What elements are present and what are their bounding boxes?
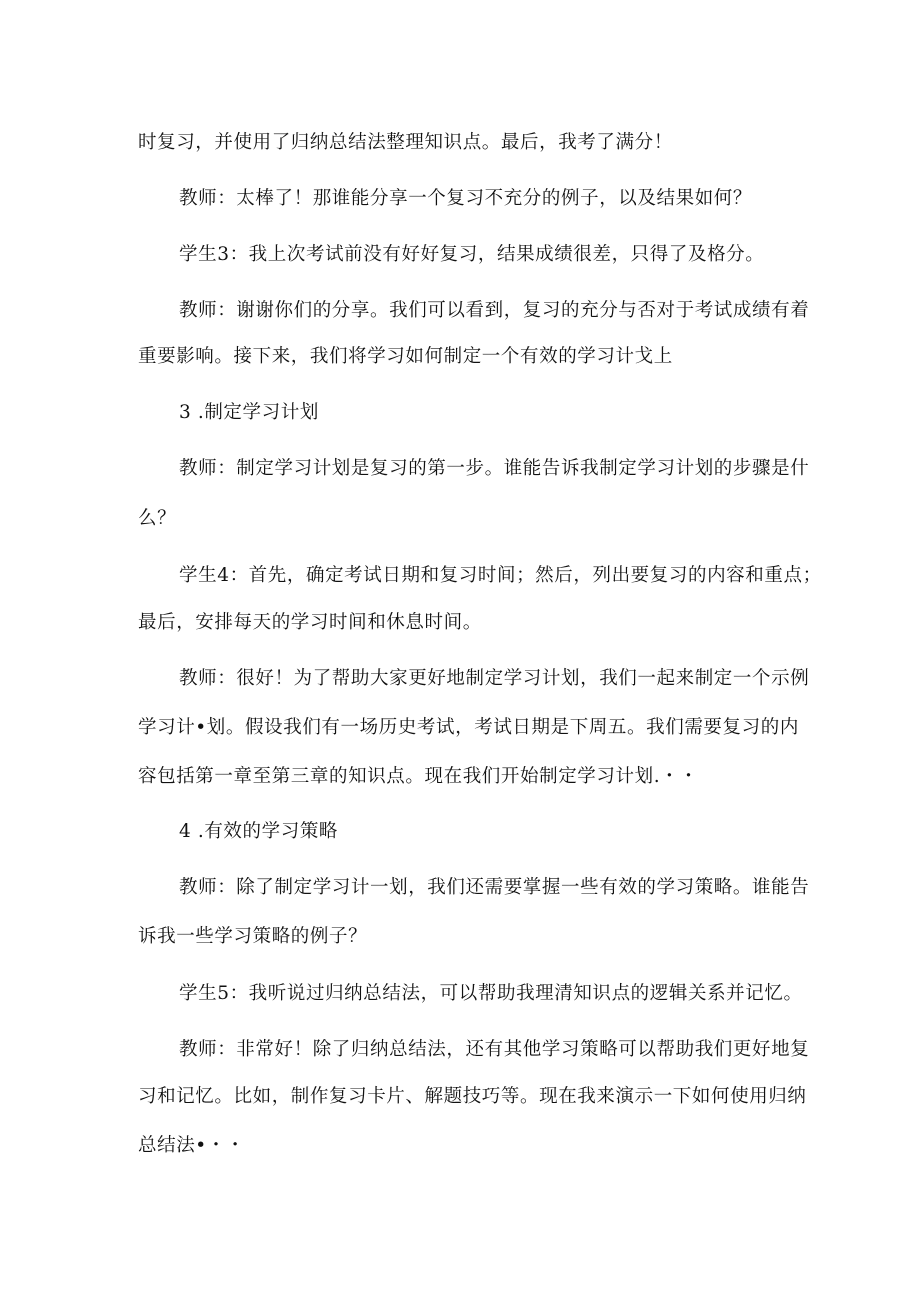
text-line: 诉我一些学习策略的例子？ — [138, 926, 368, 947]
text-line: 教师：除了制定学习计一划，我们还需要掌握一些有效的学习策略。谁能告 — [179, 877, 810, 898]
section-heading: 3 .制定学习计划 — [179, 402, 319, 423]
text-line: 学生3：我上次考试前没有好好复习，结果成绩很差，只得了及格分。 — [179, 244, 765, 265]
text-line: 学习计•划。假设我们有一场历史考试，考试日期是下周五。我们需要复习的内 — [138, 717, 799, 738]
text-line: 教师：太棒了！那谁能分享一个复习不充分的例子，以及结果如何？ — [179, 188, 753, 209]
text-line: 容包括第一章至第三章的知识点。现在我们开始制定学习计划.・・ — [138, 766, 699, 787]
text-line: 么？ — [138, 508, 177, 529]
text-line: 最后，安排每天的学习时间和休息时间。 — [138, 612, 482, 633]
text-line: 教师：谢谢你们的分享。我们可以看到，复习的充分与否对于考试成绩有着 — [179, 300, 810, 321]
text-line: 习和记忆。比如，制作复习卡片、解题技巧等。现在我来演示一下如何使用归纳 — [138, 1086, 807, 1107]
text-line: 学生5：我听说过归纳总结法，可以帮助我理清知识点的逻辑关系并记忆。 — [179, 983, 803, 1004]
text-line: 学生4：首先，确定考试日期和复习时间；然后，列出要复习的内容和重点； — [179, 565, 822, 586]
text-line: 教师：很好！为了帮助大家更好地制定学习计划，我们一起来制定一个示例 — [179, 668, 810, 689]
text-line: 总结法•・・ — [138, 1135, 246, 1156]
text-line: 教师：制定学习计划是复习的第一步。谁能告诉我制定学习计划的步骤是什 — [179, 458, 810, 479]
text-line: 重要影响。接下来，我们将学习如何制定一个有效的学习计戈上 — [138, 346, 673, 367]
text-line: 教师：非常好！除了归纳总结法，还有其他学习策略可以帮助我们更好地复 — [179, 1039, 810, 1060]
text-line: 时复习，并使用了归纳总结法整理知识点。最后，我考了满分！ — [138, 132, 673, 153]
section-heading: 4 .有效的学习策略 — [179, 821, 339, 842]
